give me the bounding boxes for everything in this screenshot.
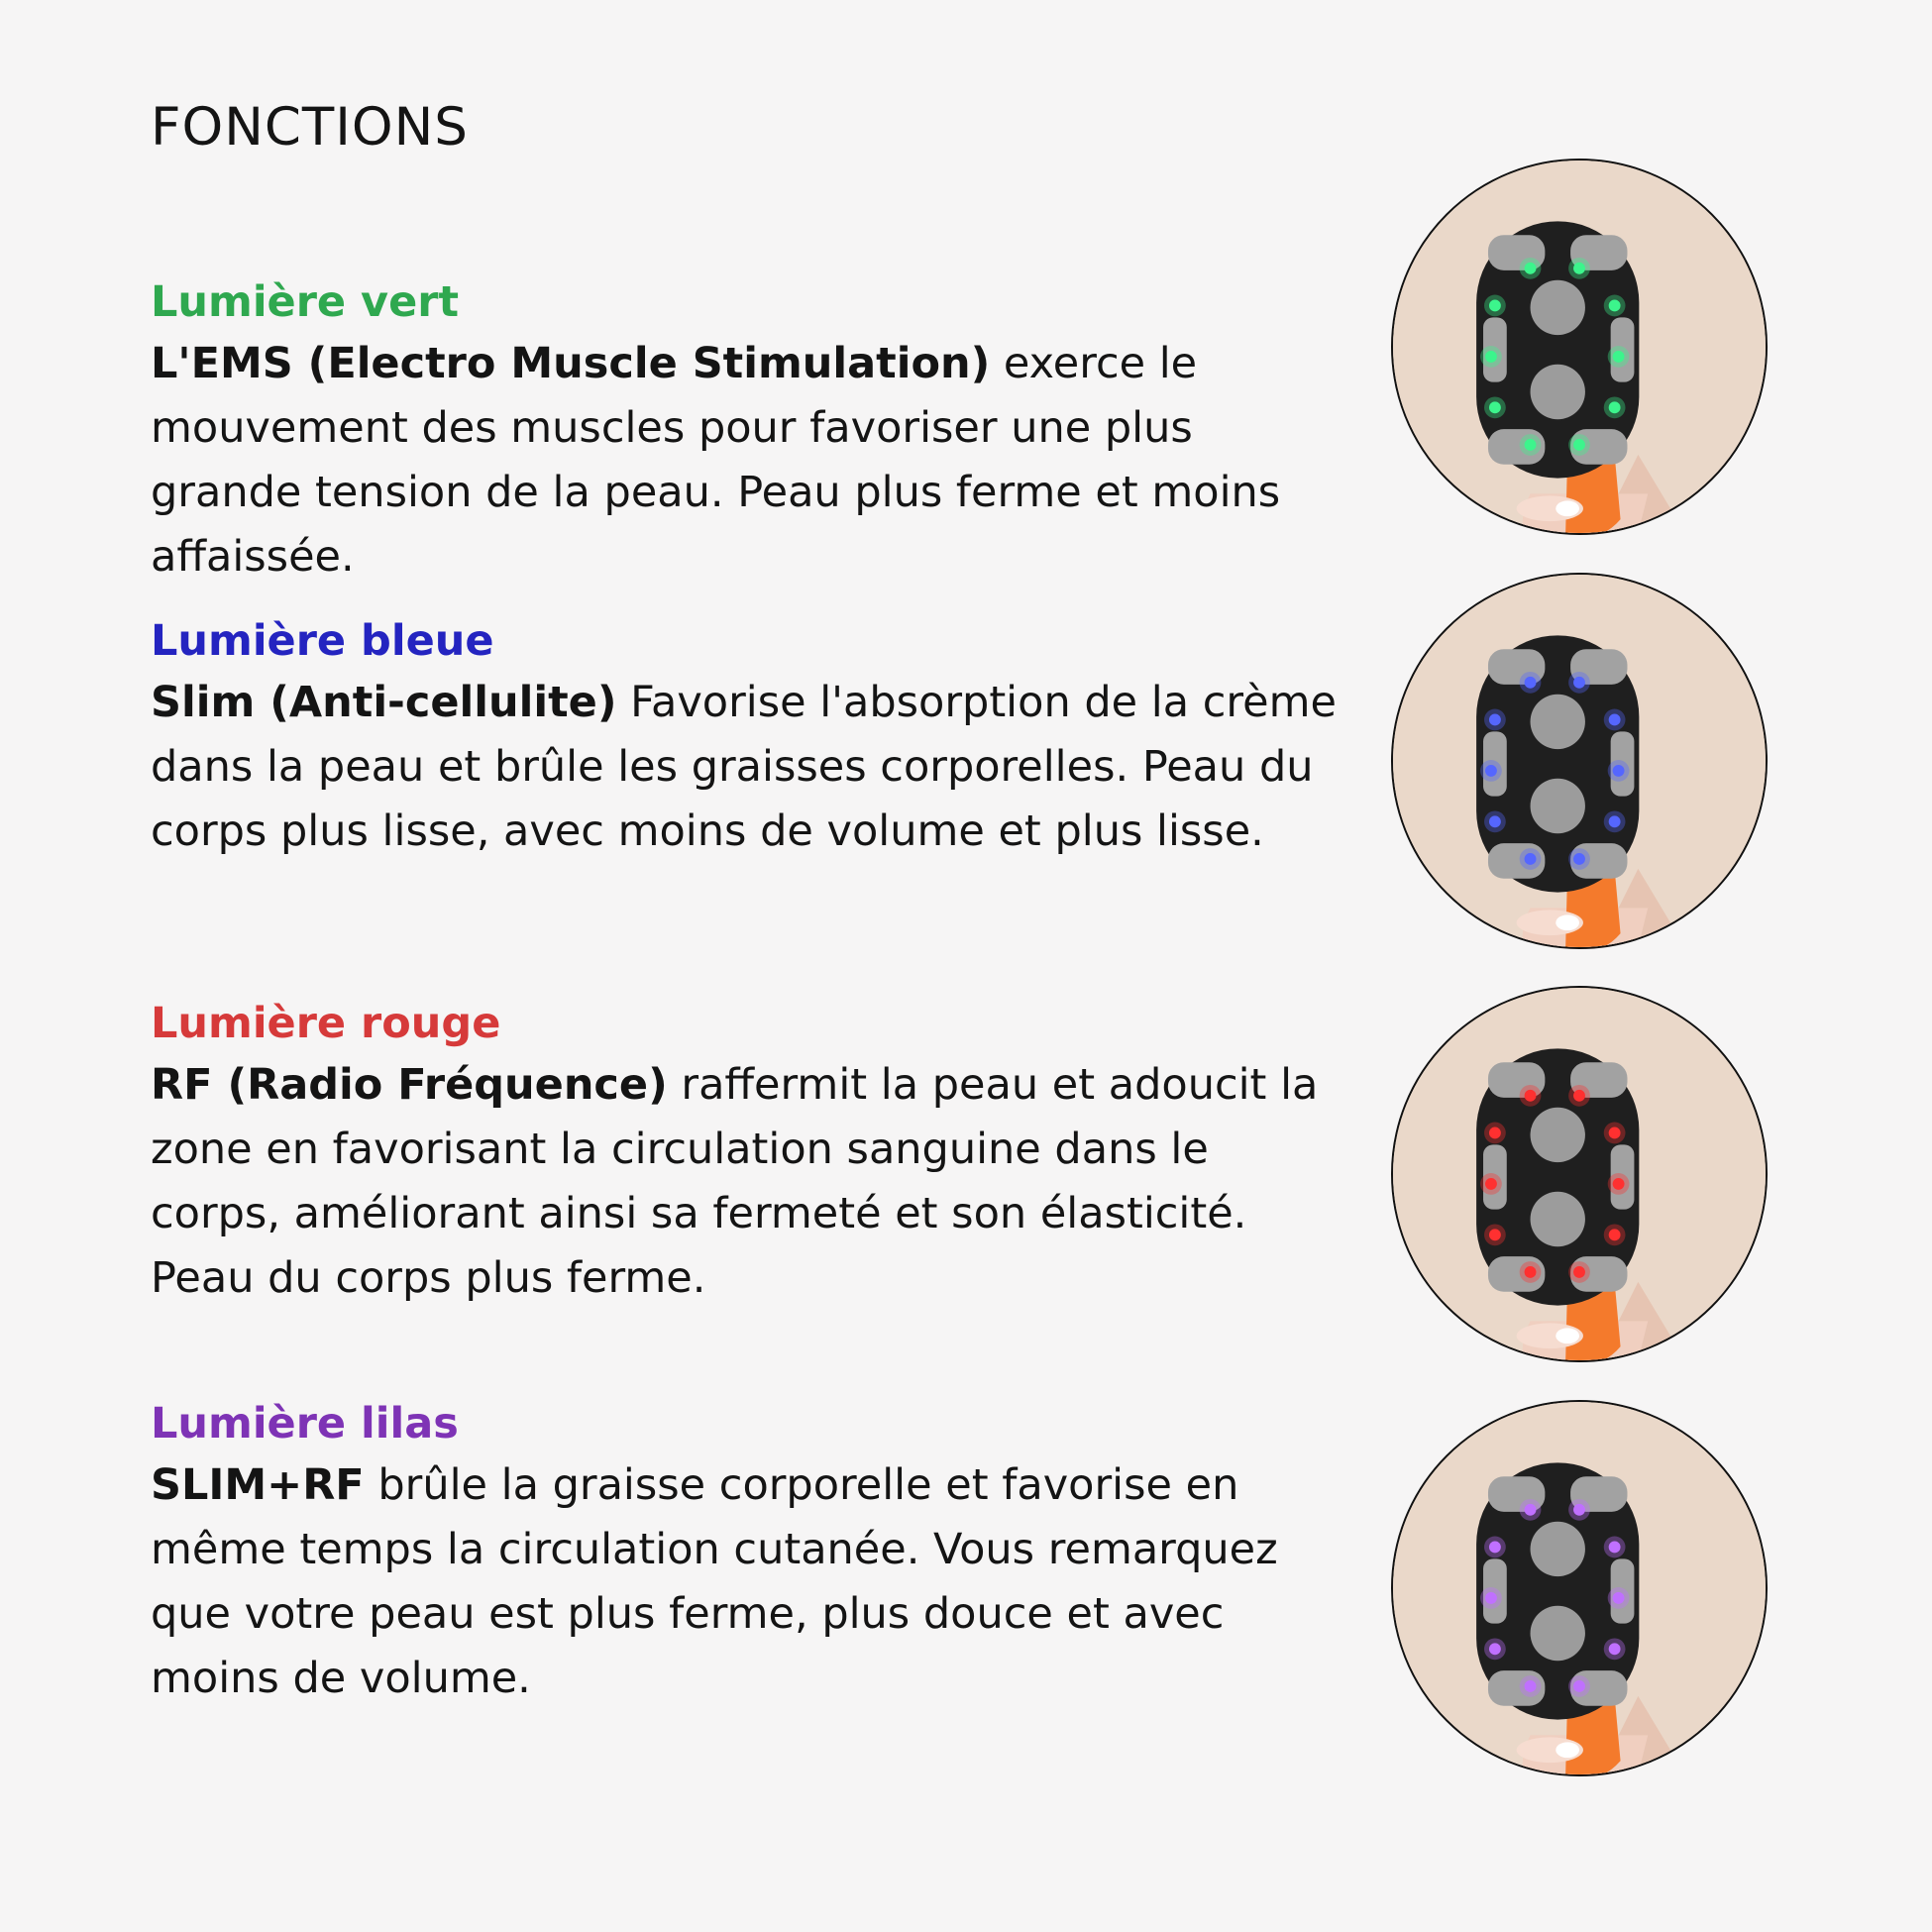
- section-text-lilac: brûle la graisse corporelle et favorise en même temps la circulation cutanée. Vous remarquez que votre peau est plus ferme, plus douce et avec moins de volume.: [151, 1460, 1278, 1703]
- section-term-lilac: SLIM+RF: [151, 1460, 365, 1510]
- device-photo-red: [1391, 986, 1768, 1362]
- function-section-blue: [151, 611, 1340, 864]
- device-illustration: [1393, 575, 1766, 947]
- device-illustration: [1393, 988, 1766, 1360]
- function-section-green: [151, 272, 1340, 590]
- device-photo-lilac: [1391, 1400, 1768, 1776]
- section-text-red: raffermit la peau et adoucit la zone en favorisant la circulation sanguine dans le corps, améliorant ainsi sa fermeté et son élasticité. Peau du corps plus ferme.: [151, 1060, 1319, 1303]
- section-description-lilac: [151, 1453, 1340, 1711]
- section-text-green: exerce le mouvement des muscles pour favoriser une plus grande tension de la peau. Peau plus ferme et moins affaissée.: [151, 339, 1281, 582]
- section-term-green: L'EMS (Electro Muscle Stimulation): [151, 339, 991, 388]
- section-description-blue: [151, 671, 1340, 864]
- section-heading-green: Lumière vert: [151, 277, 460, 327]
- section-description-green: [151, 332, 1340, 590]
- section-term-blue: Slim (Anti-cellulite): [151, 678, 617, 727]
- function-section-lilac: [151, 1394, 1340, 1711]
- function-section-red: [151, 994, 1340, 1311]
- device-illustration: [1393, 161, 1766, 533]
- device-photo-blue: [1391, 573, 1768, 949]
- section-heading-blue: Lumière bleue: [151, 616, 494, 666]
- section-text-blue: Favorise l'absorption de la crème dans la peau et brûle les graisses corporelles. Peau du corps plus lisse, avec moins de volume et plus lisse.: [151, 678, 1337, 856]
- page-title: FONCTIONS: [151, 97, 469, 158]
- section-description-red: [151, 1053, 1340, 1311]
- section-heading-lilac: Lumière lilas: [151, 1399, 459, 1449]
- device-illustration: [1393, 1402, 1766, 1774]
- section-heading-red: Lumière rouge: [151, 999, 501, 1048]
- device-photo-green: [1391, 159, 1768, 535]
- section-term-red: RF (Radio Fréquence): [151, 1060, 668, 1110]
